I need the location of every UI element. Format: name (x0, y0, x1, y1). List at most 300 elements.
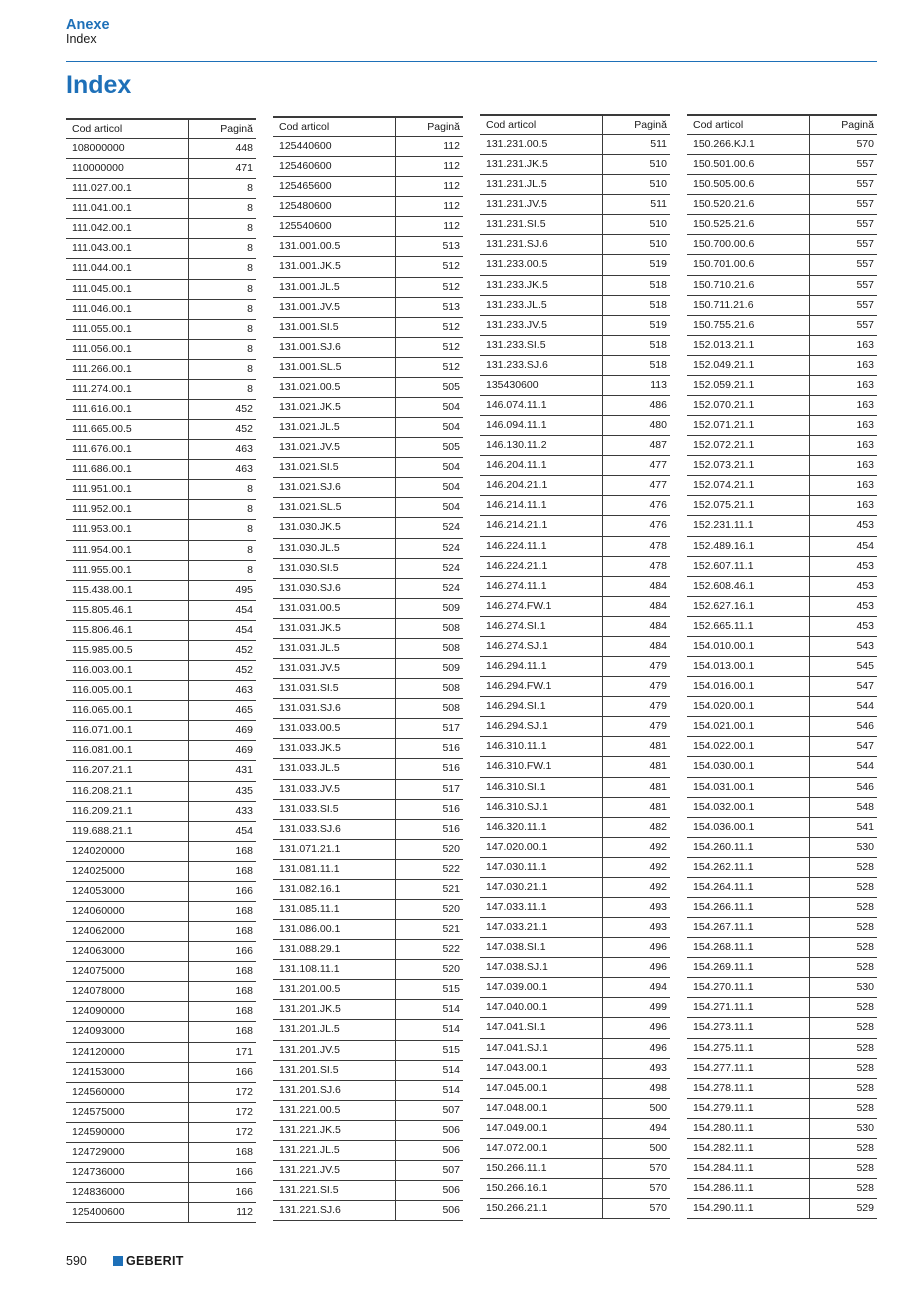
page-ref: 433 (235, 804, 253, 817)
table-row (480, 496, 670, 516)
table-row (66, 380, 256, 400)
article-code: 131.201.00.5 (273, 980, 396, 999)
page-ref: 516 (442, 822, 460, 835)
page-ref: 494 (649, 1121, 667, 1134)
table-row (273, 1081, 463, 1101)
article-code: 131.001.SI.5 (273, 318, 396, 337)
brand-logo (113, 1254, 184, 1268)
page-ref: 454 (856, 539, 874, 552)
page-ref: 166 (235, 884, 253, 897)
table-row (273, 278, 463, 298)
table-row (273, 137, 463, 157)
page-ref: 524 (442, 541, 460, 554)
table-row (480, 918, 670, 938)
table-row (66, 842, 256, 862)
article-code: 154.021.00.1 (687, 717, 810, 736)
table-row (480, 717, 670, 737)
article-code: 146.214.21.1 (480, 516, 603, 535)
table-row (66, 340, 256, 360)
article-code: 131.231.JV.5 (480, 195, 603, 214)
table-row (480, 336, 670, 356)
page-ref: 496 (649, 961, 667, 974)
header-code: Cod articol (66, 120, 189, 138)
article-code: 147.041.SI.1 (480, 1018, 603, 1037)
page-ref: 477 (649, 479, 667, 492)
article-code: 146.294.FW.1 (480, 677, 603, 696)
header-page: Pagină (427, 121, 460, 133)
page-ref: 518 (649, 278, 667, 291)
article-code: 124020000 (66, 842, 189, 861)
page-ref: 8 (247, 503, 253, 516)
article-code: 147.030.11.1 (480, 858, 603, 877)
article-code: 131.088.29.1 (273, 940, 396, 959)
header-code: Cod articol (480, 116, 603, 134)
table-row (480, 998, 670, 1018)
table-row (66, 1123, 256, 1143)
article-code: 150.710.21.6 (687, 276, 810, 295)
table-row (66, 1063, 256, 1083)
table-row (66, 741, 256, 761)
article-code: 150.505.00.6 (687, 175, 810, 194)
page-ref: 478 (649, 539, 667, 552)
table-row (480, 255, 670, 275)
table-row (273, 197, 463, 217)
index-table-2 (273, 116, 463, 1221)
table-row (687, 476, 877, 496)
page-ref: 477 (649, 459, 667, 472)
table-row (66, 1143, 256, 1163)
article-code: 154.280.11.1 (687, 1119, 810, 1138)
table-row (480, 677, 670, 697)
article-code: 146.274.FW.1 (480, 597, 603, 616)
table-row (273, 438, 463, 458)
page-ref: 171 (235, 1045, 253, 1058)
page-ref: 484 (649, 579, 667, 592)
page-ref: 112 (443, 220, 460, 233)
article-code: 147.045.00.1 (480, 1079, 603, 1098)
article-code: 146.094.11.1 (480, 416, 603, 435)
page-ref: 548 (856, 800, 874, 813)
page-ref: 163 (856, 399, 874, 412)
table-row (687, 1099, 877, 1119)
article-code: 135430600 (480, 376, 603, 395)
article-code: 131.231.JL.5 (480, 175, 603, 194)
table-row (66, 701, 256, 721)
page-ref: 557 (856, 238, 874, 251)
article-code: 111.676.00.1 (66, 440, 189, 459)
table-row (273, 1041, 463, 1061)
page-ref: 505 (442, 380, 460, 393)
table-row (273, 759, 463, 779)
page-ref: 516 (442, 762, 460, 775)
page-ref: 8 (247, 362, 253, 375)
article-code: 124590000 (66, 1123, 189, 1142)
table-row (273, 820, 463, 840)
article-code: 124075000 (66, 962, 189, 981)
page-ref: 528 (856, 880, 874, 893)
article-code: 124063000 (66, 942, 189, 961)
article-code: 147.039.00.1 (480, 978, 603, 997)
table-row (66, 199, 256, 219)
article-code: 131.201.SJ.6 (273, 1081, 396, 1100)
article-code: 146.294.SJ.1 (480, 717, 603, 736)
page-ref: 463 (235, 684, 253, 697)
page-ref: 482 (649, 820, 667, 833)
table-row (273, 1181, 463, 1201)
table-row (66, 862, 256, 882)
article-code: 150.755.21.6 (687, 316, 810, 335)
article-code: 150.520.21.6 (687, 195, 810, 214)
table-row (480, 175, 670, 195)
table-row (66, 420, 256, 440)
table-row (687, 296, 877, 316)
article-code: 146.274.11.1 (480, 577, 603, 596)
article-code: 146.274.SI.1 (480, 617, 603, 636)
page-ref: 512 (442, 280, 460, 293)
article-code: 131.031.SI.5 (273, 679, 396, 698)
article-code: 111.044.00.1 (66, 259, 189, 278)
page-ref: 515 (442, 983, 460, 996)
table-row (66, 139, 256, 159)
table-row (273, 318, 463, 338)
table-row (687, 396, 877, 416)
table-row (480, 778, 670, 798)
article-code: 146.310.SI.1 (480, 778, 603, 797)
article-code: 154.016.00.1 (687, 677, 810, 696)
table-row (480, 476, 670, 496)
page-ref: 506 (442, 1143, 460, 1156)
page-ref: 8 (247, 282, 253, 295)
article-code: 131.221.SJ.6 (273, 1201, 396, 1220)
article-code: 124120000 (66, 1043, 189, 1062)
table-row (687, 798, 877, 818)
article-code: 154.264.11.1 (687, 878, 810, 897)
header-page: Pagină (634, 119, 667, 131)
table-row (66, 219, 256, 239)
table-row (480, 195, 670, 215)
table-row (66, 621, 256, 641)
table-row (273, 418, 463, 438)
article-code: 152.074.21.1 (687, 476, 810, 495)
page-ref: 506 (442, 1184, 460, 1197)
page-ref: 528 (856, 1021, 874, 1034)
article-code: 154.013.00.1 (687, 657, 810, 676)
page-ref: 513 (442, 300, 460, 313)
table-row (273, 498, 463, 518)
page-ref: 163 (856, 338, 874, 351)
article-code: 124153000 (66, 1063, 189, 1082)
article-code: 131.221.SI.5 (273, 1181, 396, 1200)
table-row (66, 822, 256, 842)
page-ref: 528 (856, 860, 874, 873)
table-row (480, 276, 670, 296)
section-subtitle: Index (66, 32, 97, 46)
page-ref: 530 (856, 981, 874, 994)
page-ref: 528 (856, 961, 874, 974)
table-row (273, 1020, 463, 1040)
page-ref: 513 (442, 240, 460, 253)
logo-square-icon (113, 1256, 123, 1266)
page-ref: 504 (442, 401, 460, 414)
page-ref: 463 (235, 463, 253, 476)
index-table-1 (66, 118, 256, 1223)
table-row (687, 858, 877, 878)
article-code: 131.021.SL.5 (273, 498, 396, 517)
table-row (273, 1201, 463, 1221)
article-code: 131.033.JV.5 (273, 780, 396, 799)
article-code: 131.233.JV.5 (480, 316, 603, 335)
page-ref: 557 (856, 198, 874, 211)
table-row (66, 239, 256, 259)
table-row (480, 396, 670, 416)
table-row (273, 960, 463, 980)
article-code: 131.001.JL.5 (273, 278, 396, 297)
table-row (687, 818, 877, 838)
table-row (480, 798, 670, 818)
table-row (480, 1039, 670, 1059)
page-ref: 168 (235, 1025, 253, 1038)
page-ref: 493 (649, 1061, 667, 1074)
article-code: 152.627.16.1 (687, 597, 810, 616)
table-row (480, 436, 670, 456)
article-code: 146.074.11.1 (480, 396, 603, 415)
table-row (66, 802, 256, 822)
page-ref: 465 (235, 704, 253, 717)
page-ref: 528 (856, 941, 874, 954)
article-code: 152.075.21.1 (687, 496, 810, 515)
article-code: 146.130.11.2 (480, 436, 603, 455)
table-row (480, 657, 670, 677)
page-ref: 509 (442, 601, 460, 614)
index-table-3 (480, 114, 670, 1219)
article-code: 154.260.11.1 (687, 838, 810, 857)
table-row (687, 376, 877, 396)
article-code: 131.033.JL.5 (273, 759, 396, 778)
article-code: 131.031.JK.5 (273, 619, 396, 638)
article-code: 154.262.11.1 (687, 858, 810, 877)
article-code: 116.071.00.1 (66, 721, 189, 740)
table-row (66, 681, 256, 701)
table-row (273, 579, 463, 599)
table-row (273, 940, 463, 960)
article-code: 152.059.21.1 (687, 376, 810, 395)
table-row (687, 978, 877, 998)
page-ref: 453 (856, 579, 874, 592)
article-code: 154.266.11.1 (687, 898, 810, 917)
article-code: 152.013.21.1 (687, 336, 810, 355)
table-row (480, 1059, 670, 1079)
article-code: 111.056.00.1 (66, 340, 189, 359)
table-row (687, 557, 877, 577)
table-row (480, 155, 670, 175)
article-code: 131.233.JK.5 (480, 276, 603, 295)
table-row (480, 1199, 670, 1219)
article-code: 131.001.SL.5 (273, 358, 396, 377)
table-row (66, 922, 256, 942)
table-row (66, 520, 256, 540)
article-code: 131.221.JL.5 (273, 1141, 396, 1160)
table-row (273, 1061, 463, 1081)
page-ref: 512 (442, 360, 460, 373)
page-ref: 492 (649, 860, 667, 873)
page-ref: 163 (856, 419, 874, 432)
page-ref: 493 (649, 921, 667, 934)
table-row (66, 581, 256, 601)
article-code: 146.310.SJ.1 (480, 798, 603, 817)
table-row (480, 1179, 670, 1199)
page-number: 590 (66, 1254, 87, 1268)
page-ref: 495 (235, 583, 253, 596)
table-row (480, 356, 670, 376)
page-ref: 463 (235, 443, 253, 456)
table-row (480, 958, 670, 978)
page-ref: 547 (856, 740, 874, 753)
article-code: 111.955.00.1 (66, 561, 189, 580)
page-ref: 519 (649, 318, 667, 331)
table-row (66, 460, 256, 480)
table-row (66, 1203, 256, 1223)
page-ref: 508 (442, 682, 460, 695)
table-row (66, 1163, 256, 1183)
header-code: Cod articol (687, 116, 810, 134)
table-row (273, 619, 463, 639)
table-row (687, 537, 877, 557)
article-code: 116.209.21.1 (66, 802, 189, 821)
page-ref: 504 (442, 421, 460, 434)
table-row (480, 637, 670, 657)
article-code: 124736000 (66, 1163, 189, 1182)
article-code: 111.266.00.1 (66, 360, 189, 379)
brand-name: GEBERIT (126, 1254, 184, 1268)
page-ref: 519 (649, 258, 667, 271)
table-row (687, 918, 877, 938)
page-ref: 541 (856, 820, 874, 833)
article-code: 111.951.00.1 (66, 480, 189, 499)
page-ref: 506 (442, 1123, 460, 1136)
table-row (687, 778, 877, 798)
article-code: 131.081.11.1 (273, 860, 396, 879)
article-code: 150.711.21.6 (687, 296, 810, 315)
table-row (687, 135, 877, 155)
table-row (273, 338, 463, 358)
table-row (66, 721, 256, 741)
page-ref: 528 (856, 1101, 874, 1114)
page-ref: 510 (649, 158, 667, 171)
article-code: 152.489.16.1 (687, 537, 810, 556)
article-code: 115.805.46.1 (66, 601, 189, 620)
table-row (273, 358, 463, 378)
article-code: 119.688.21.1 (66, 822, 189, 841)
table-row (66, 942, 256, 962)
table-row (687, 697, 877, 717)
article-code: 147.043.00.1 (480, 1059, 603, 1078)
page-ref: 172 (235, 1085, 253, 1098)
page-ref: 8 (247, 563, 253, 576)
table-row (273, 860, 463, 880)
article-code: 131.221.JV.5 (273, 1161, 396, 1180)
article-code: 131.021.SJ.6 (273, 478, 396, 497)
page-ref: 510 (649, 218, 667, 231)
table-row (66, 360, 256, 380)
page-ref: 112 (443, 200, 460, 213)
article-code: 152.072.21.1 (687, 436, 810, 455)
article-code: 131.030.SI.5 (273, 559, 396, 578)
table-row (480, 135, 670, 155)
table-header (480, 114, 670, 135)
article-code: 154.277.11.1 (687, 1059, 810, 1078)
page-ref: 484 (649, 639, 667, 652)
table-row (273, 378, 463, 398)
article-code: 131.233.SI.5 (480, 336, 603, 355)
article-code: 131.030.JL.5 (273, 539, 396, 558)
article-code: 111.027.00.1 (66, 179, 189, 198)
article-code: 131.033.SI.5 (273, 800, 396, 819)
page-ref: 518 (649, 338, 667, 351)
article-code: 154.022.00.1 (687, 737, 810, 756)
article-code: 154.036.00.1 (687, 818, 810, 837)
table-row (66, 641, 256, 661)
table-row (687, 516, 877, 536)
article-code: 154.279.11.1 (687, 1099, 810, 1118)
article-code: 154.273.11.1 (687, 1018, 810, 1037)
article-code: 154.268.11.1 (687, 938, 810, 957)
table-row (273, 1000, 463, 1020)
article-code: 154.267.11.1 (687, 918, 810, 937)
table-row (687, 1039, 877, 1059)
table-row (687, 878, 877, 898)
page-ref: 163 (856, 459, 874, 472)
page-ref: 546 (856, 780, 874, 793)
page-ref: 528 (856, 1182, 874, 1195)
page-ref: 8 (247, 302, 253, 315)
page-ref: 557 (856, 218, 874, 231)
article-code: 152.607.11.1 (687, 557, 810, 576)
page-ref: 163 (856, 378, 874, 391)
page-ref: 514 (442, 1083, 460, 1096)
table-row (66, 440, 256, 460)
article-code: 152.073.21.1 (687, 456, 810, 475)
article-code: 125540600 (273, 217, 396, 236)
table-row (66, 541, 256, 561)
page-ref: 453 (856, 519, 874, 532)
table-row (687, 757, 877, 777)
table-row (687, 617, 877, 637)
article-code: 150.525.21.6 (687, 215, 810, 234)
table-row (66, 320, 256, 340)
table-row (273, 920, 463, 940)
article-code: 150.266.11.1 (480, 1159, 603, 1178)
page-ref: 493 (649, 900, 667, 913)
page-ref: 545 (856, 660, 874, 673)
page-ref: 452 (235, 403, 253, 416)
article-code: 147.040.00.1 (480, 998, 603, 1017)
table-row (687, 255, 877, 275)
article-code: 131.233.SJ.6 (480, 356, 603, 375)
table-row (480, 537, 670, 557)
page-ref: 509 (442, 662, 460, 675)
table-row (66, 1002, 256, 1022)
table-row (687, 958, 877, 978)
table-row (687, 717, 877, 737)
table-row (480, 878, 670, 898)
table-row (273, 539, 463, 559)
page-ref: 570 (856, 138, 874, 150)
page-ref: 481 (649, 800, 667, 813)
table-row (273, 237, 463, 257)
article-code: 131.021.00.5 (273, 378, 396, 397)
page-ref: 504 (442, 501, 460, 514)
page-ref: 481 (649, 780, 667, 793)
